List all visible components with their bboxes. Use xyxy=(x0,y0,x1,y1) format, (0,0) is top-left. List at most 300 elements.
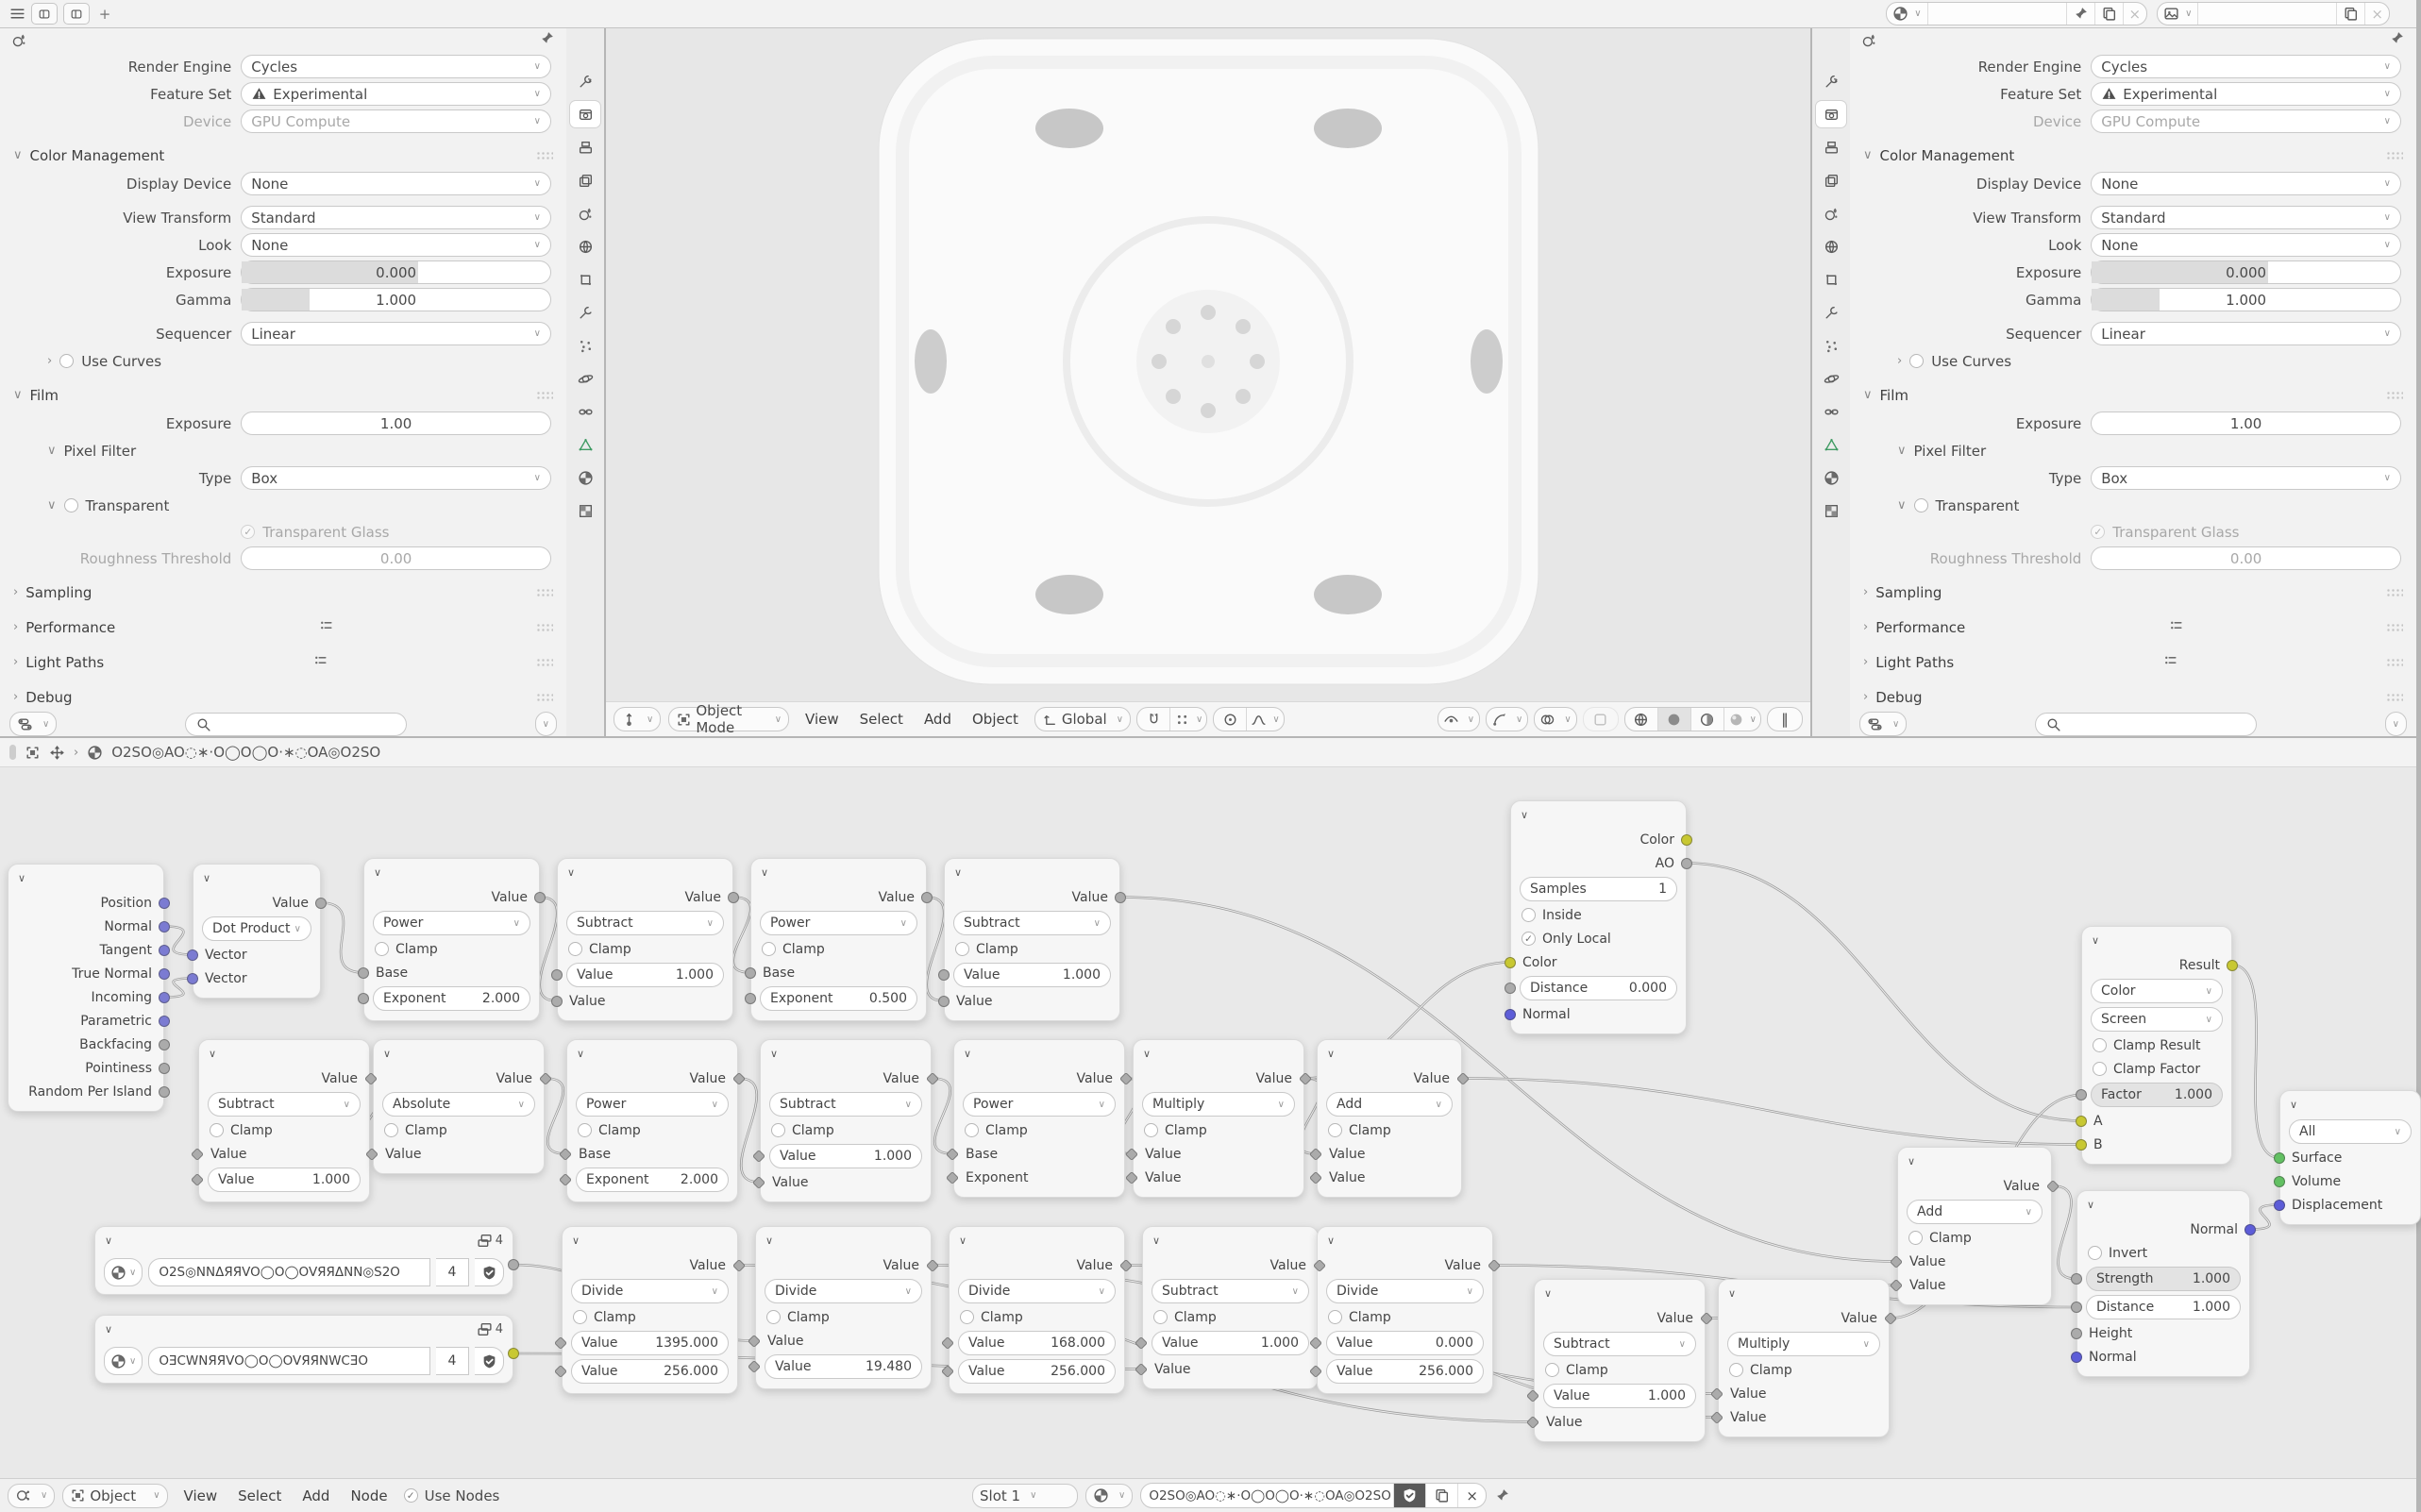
node-header[interactable] xyxy=(199,1040,369,1067)
output-socket[interactable] xyxy=(1700,1311,1713,1324)
copy-material-button[interactable] xyxy=(1426,1484,1458,1507)
subsection-transparent[interactable] xyxy=(0,492,566,519)
collapse-chevron-icon[interactable]: ∨ xyxy=(383,1047,392,1060)
node-n9[interactable] xyxy=(566,1039,738,1202)
checkbox-clamp[interactable] xyxy=(567,1118,737,1142)
preset-list-icon[interactable] xyxy=(2162,652,2178,672)
shading-rendered-button[interactable]: ∨ xyxy=(1724,708,1760,731)
number-field[interactable] xyxy=(1326,1359,1484,1384)
node-header[interactable] xyxy=(2082,927,2231,953)
operation-dropdown[interactable] xyxy=(958,1279,1116,1303)
tab-scene[interactable] xyxy=(570,200,600,227)
output-socket[interactable] xyxy=(926,1071,939,1084)
feature-set-dropdown[interactable] xyxy=(241,82,551,106)
node-header[interactable] xyxy=(1318,1040,1461,1067)
gamma-slider[interactable] xyxy=(241,288,551,311)
node-header[interactable] xyxy=(1143,1227,1318,1253)
output-socket[interactable] xyxy=(159,968,170,980)
node-header[interactable] xyxy=(761,1040,931,1067)
input-socket[interactable] xyxy=(1890,1254,1903,1268)
node-n6[interactable] xyxy=(944,858,1120,1021)
tab-material[interactable] xyxy=(570,464,600,491)
node-header[interactable] xyxy=(563,1227,737,1253)
number-field[interactable] xyxy=(769,1144,922,1168)
node-n25[interactable] xyxy=(2081,926,2232,1165)
panel-options-button[interactable] xyxy=(535,712,557,736)
preset-list-icon[interactable] xyxy=(2168,617,2184,637)
input-socket[interactable] xyxy=(187,949,198,961)
menu-object[interactable]: Object xyxy=(971,711,1018,728)
input-socket[interactable] xyxy=(1890,1278,1903,1291)
node-n2[interactable] xyxy=(193,864,321,999)
node-n4[interactable] xyxy=(557,858,733,1021)
operation-dropdown[interactable] xyxy=(2091,979,2223,1003)
checkbox-clamp[interactable] xyxy=(1134,1118,1303,1142)
orientation-dropdown[interactable]: Global ∨ xyxy=(1034,707,1131,731)
menu-view[interactable]: View xyxy=(183,1487,218,1504)
section-performance[interactable] xyxy=(1850,613,2416,642)
device-dropdown[interactable] xyxy=(241,109,551,133)
input-socket[interactable] xyxy=(2274,1176,2285,1187)
input-socket[interactable] xyxy=(1125,1170,1138,1184)
collapse-chevron-icon[interactable]: ∨ xyxy=(765,1234,774,1247)
exposure-slider[interactable] xyxy=(241,260,551,284)
checkbox-clamp[interactable] xyxy=(954,1118,1124,1142)
section-performance[interactable] xyxy=(0,613,566,642)
input-socket[interactable] xyxy=(1505,1009,1516,1020)
operation-dropdown[interactable] xyxy=(571,1279,729,1303)
preset-list-icon[interactable] xyxy=(318,617,334,637)
image-browse-button[interactable]: ∨ xyxy=(2158,3,2198,25)
input-socket[interactable] xyxy=(554,1336,567,1350)
checkbox-invert[interactable] xyxy=(2077,1241,2249,1265)
node-canvas[interactable] xyxy=(0,767,2416,1478)
collapse-chevron-icon[interactable]: ∨ xyxy=(1143,1047,1152,1060)
checkbox-clamp-result[interactable] xyxy=(2082,1033,2231,1057)
visibility-dropdown[interactable]: ∨ xyxy=(1437,707,1480,731)
checkbox-clamp[interactable] xyxy=(199,1118,369,1142)
section-color-management[interactable] xyxy=(1850,141,2416,170)
node-n8[interactable] xyxy=(373,1039,545,1174)
material-name-input[interactable] xyxy=(1934,5,2060,24)
search-input[interactable] xyxy=(2067,714,2246,733)
node-header[interactable] xyxy=(945,859,1119,885)
input-socket[interactable] xyxy=(2071,1273,2082,1285)
output-socket[interactable] xyxy=(1884,1311,1897,1324)
slot-dropdown[interactable]: Slot 1 ∨ xyxy=(972,1484,1078,1508)
input-socket[interactable] xyxy=(748,1360,761,1373)
output-socket[interactable] xyxy=(508,1348,519,1359)
exposure-slider[interactable] xyxy=(2091,260,2401,284)
look-dropdown[interactable] xyxy=(241,233,551,257)
tab-world[interactable] xyxy=(570,233,600,260)
tab-viewlayer[interactable] xyxy=(570,167,600,193)
node-n20[interactable] xyxy=(1142,1226,1319,1389)
input-socket[interactable] xyxy=(2274,1152,2285,1164)
node-n24[interactable] xyxy=(1897,1147,2052,1305)
section-film[interactable] xyxy=(0,380,566,410)
checkbox-icon[interactable] xyxy=(64,498,78,512)
node-n26[interactable] xyxy=(2076,1190,2250,1377)
checkbox-clamp[interactable] xyxy=(945,937,1119,961)
tab-texture[interactable] xyxy=(1816,497,1846,524)
output-socket[interactable] xyxy=(732,1258,746,1271)
subsection-use-curves[interactable] xyxy=(0,347,566,375)
input-socket[interactable] xyxy=(551,969,563,981)
unlink-material-button[interactable]: × xyxy=(2128,5,2142,23)
node-n21[interactable] xyxy=(1317,1226,1493,1394)
checkbox-transparent-glass[interactable] xyxy=(241,524,551,541)
input-socket[interactable] xyxy=(191,1147,204,1160)
number-field[interactable] xyxy=(1543,1384,1696,1408)
workspace-tab-2[interactable] xyxy=(63,3,90,25)
material-name-field[interactable]: O2SO◎AO◌∗·O◯O◯O·∗◌OA◎O2SO xyxy=(1141,1484,1394,1507)
checkbox-clamp[interactable] xyxy=(1318,1305,1492,1329)
node-n22[interactable] xyxy=(1534,1279,1706,1442)
gamma-slider[interactable] xyxy=(2091,288,2401,311)
tab-constraints[interactable] xyxy=(570,398,600,425)
node-header[interactable] xyxy=(567,1040,737,1067)
output-socket[interactable] xyxy=(1119,1258,1133,1271)
output-socket[interactable] xyxy=(1299,1071,1312,1084)
render-engine-dropdown[interactable] xyxy=(2091,55,2401,78)
tab-object[interactable] xyxy=(1816,266,1846,293)
operation-dropdown[interactable] xyxy=(953,911,1111,935)
operation-dropdown[interactable] xyxy=(1543,1332,1696,1356)
tab-constraints[interactable] xyxy=(1816,398,1846,425)
output-socket[interactable] xyxy=(926,1258,939,1271)
proportional-edit-button[interactable] xyxy=(1214,708,1247,731)
input-socket[interactable] xyxy=(938,969,950,981)
collapse-chevron-icon[interactable]: ∨ xyxy=(105,1234,113,1247)
shader-type-dropdown[interactable]: Object ∨ xyxy=(62,1484,167,1508)
output-socket[interactable] xyxy=(1119,1071,1133,1084)
number-field[interactable] xyxy=(760,986,917,1011)
checkbox-clamp[interactable] xyxy=(374,1118,544,1142)
input-socket[interactable] xyxy=(2076,1139,2087,1151)
pin-button[interactable] xyxy=(2389,30,2405,50)
preset-list-icon[interactable] xyxy=(312,652,328,672)
node-header[interactable] xyxy=(193,865,320,891)
collapse-chevron-icon[interactable]: ∨ xyxy=(761,865,769,879)
tab-world[interactable] xyxy=(1816,233,1846,260)
collapse-chevron-icon[interactable]: ∨ xyxy=(577,1047,585,1060)
checkbox-clamp[interactable] xyxy=(563,1305,737,1329)
render-engine-dropdown[interactable] xyxy=(241,55,551,78)
unlink-material-button[interactable]: × xyxy=(1466,1487,1478,1504)
operation-dropdown[interactable] xyxy=(1907,1200,2043,1224)
roughness-threshold-field[interactable] xyxy=(2091,546,2401,570)
collapse-chevron-icon[interactable]: ∨ xyxy=(2290,1098,2298,1111)
tab-data[interactable] xyxy=(570,431,600,458)
panel-options-button[interactable] xyxy=(2385,712,2407,736)
operation-dropdown[interactable] xyxy=(765,1279,922,1303)
output-socket[interactable] xyxy=(159,1016,170,1027)
collapse-chevron-icon[interactable]: ∨ xyxy=(2087,1198,2095,1211)
number-field[interactable] xyxy=(1152,1331,1309,1355)
input-socket[interactable] xyxy=(2274,1200,2285,1211)
copy-image-button[interactable] xyxy=(2337,3,2365,25)
number-field[interactable] xyxy=(958,1359,1116,1384)
collapse-chevron-icon[interactable]: ∨ xyxy=(1327,1234,1336,1247)
node-n17[interactable] xyxy=(562,1226,738,1394)
node-n13[interactable] xyxy=(1317,1039,1462,1198)
image-name-input[interactable] xyxy=(2204,5,2330,24)
snap-target-dropdown[interactable]: ∨ xyxy=(1170,708,1206,731)
output-socket[interactable] xyxy=(159,1063,170,1074)
node-n18[interactable] xyxy=(755,1226,932,1389)
image-name-field[interactable]: O2S◎NNΔЯЯVO◯O◯OVЯЯΔNN◎S2O xyxy=(148,1258,430,1286)
subsection-use-curves[interactable] xyxy=(1850,347,2416,375)
input-socket[interactable] xyxy=(559,1173,572,1186)
operation-dropdown[interactable] xyxy=(1727,1332,1880,1356)
node-n15[interactable] xyxy=(94,1226,513,1295)
sequencer-dropdown[interactable] xyxy=(241,322,551,345)
operation-dropdown[interactable] xyxy=(1142,1092,1295,1117)
number-field[interactable] xyxy=(566,963,724,987)
view-transform-dropdown[interactable] xyxy=(2091,206,2401,229)
collapse-chevron-icon[interactable]: ∨ xyxy=(1544,1286,1553,1300)
unlink-image-button[interactable]: × xyxy=(2371,5,2383,23)
collapse-chevron-icon[interactable]: ∨ xyxy=(374,865,382,879)
input-socket[interactable] xyxy=(752,1175,765,1188)
collapse-chevron-icon[interactable]: ∨ xyxy=(209,1047,217,1060)
output-socket[interactable] xyxy=(1488,1258,1501,1271)
node-n5[interactable] xyxy=(750,858,927,1021)
node-header[interactable] xyxy=(364,859,539,885)
type-dropdown[interactable] xyxy=(241,466,551,490)
collapse-chevron-icon[interactable]: ∨ xyxy=(18,871,26,884)
tab-tool[interactable] xyxy=(570,68,600,94)
input-socket[interactable] xyxy=(2071,1352,2082,1363)
tab-render[interactable] xyxy=(1816,101,1846,127)
input-socket[interactable] xyxy=(1135,1362,1148,1375)
node-n1[interactable] xyxy=(8,864,164,1112)
checkbox-clamp-factor[interactable] xyxy=(2082,1057,2231,1081)
input-socket[interactable] xyxy=(752,1150,765,1163)
input-socket[interactable] xyxy=(745,967,756,979)
node-header[interactable] xyxy=(8,865,163,891)
node-n23[interactable] xyxy=(1718,1279,1890,1437)
checkbox-inside[interactable] xyxy=(1511,903,1686,927)
browse-material-button[interactable]: ∨ xyxy=(1085,1484,1133,1508)
input-socket[interactable] xyxy=(2076,1089,2087,1100)
input-socket[interactable] xyxy=(1309,1170,1322,1184)
operation-dropdown[interactable] xyxy=(382,1092,535,1117)
checkbox-clamp[interactable] xyxy=(1898,1226,2051,1250)
checkbox-clamp[interactable] xyxy=(1318,1118,1461,1142)
collapse-chevron-icon[interactable]: ∨ xyxy=(1327,1047,1336,1060)
operation-dropdown[interactable] xyxy=(1326,1279,1484,1303)
browse-image-button[interactable] xyxy=(104,1347,143,1375)
collapse-chevron-icon[interactable]: ∨ xyxy=(964,1047,972,1060)
tab-tool[interactable] xyxy=(1816,68,1846,94)
output-socket[interactable] xyxy=(2046,1179,2060,1192)
collapse-chevron-icon[interactable]: ∨ xyxy=(959,1234,967,1247)
collapse-chevron-icon[interactable]: ∨ xyxy=(1521,808,1529,821)
input-socket[interactable] xyxy=(191,1173,204,1186)
input-socket[interactable] xyxy=(1505,957,1516,968)
output-socket[interactable] xyxy=(728,892,739,903)
input-socket[interactable] xyxy=(358,993,369,1004)
number-field[interactable] xyxy=(571,1359,729,1384)
input-socket[interactable] xyxy=(187,973,198,984)
output-socket[interactable] xyxy=(921,892,933,903)
input-socket[interactable] xyxy=(946,1170,959,1184)
tab-texture[interactable] xyxy=(570,497,600,524)
exposure-field[interactable] xyxy=(2091,412,2401,435)
menu-node[interactable]: Node xyxy=(350,1487,388,1504)
output-socket[interactable] xyxy=(534,892,546,903)
collapse-chevron-icon[interactable]: ∨ xyxy=(2092,933,2100,947)
feature-set-dropdown[interactable] xyxy=(2091,82,2401,106)
material-browse-button[interactable]: ∨ xyxy=(1887,3,1927,25)
checkbox-clamp[interactable] xyxy=(1143,1305,1318,1329)
output-socket[interactable] xyxy=(159,921,170,932)
use-nodes-checkbox[interactable] xyxy=(404,1487,500,1504)
area-grip-handle[interactable] xyxy=(9,745,16,760)
section-color-management[interactable] xyxy=(0,141,566,170)
pin-button[interactable] xyxy=(539,30,555,50)
number-field[interactable] xyxy=(373,986,530,1011)
node-header[interactable] xyxy=(95,1227,513,1253)
tab-output[interactable] xyxy=(1816,134,1846,160)
tab-particles[interactable] xyxy=(1816,332,1846,359)
section-sampling[interactable] xyxy=(1850,578,2416,607)
image-name-field[interactable]: OƎCWNЯЯVO◯O◯OVЯЯNWCƎO xyxy=(148,1347,430,1375)
editor-type-button[interactable]: ∨ xyxy=(8,1484,55,1508)
tab-viewlayer[interactable] xyxy=(1816,167,1846,193)
input-socket[interactable] xyxy=(551,996,563,1007)
pin-icon[interactable] xyxy=(1494,1487,1510,1504)
node-n10[interactable] xyxy=(760,1039,932,1202)
menu-select[interactable]: Select xyxy=(859,711,903,728)
menu-select[interactable]: Select xyxy=(238,1487,282,1504)
shading-wireframe-button[interactable] xyxy=(1625,708,1658,731)
node-n16[interactable] xyxy=(94,1315,513,1384)
roughness-threshold-field[interactable] xyxy=(241,546,551,570)
type-dropdown[interactable] xyxy=(2091,466,2401,490)
section-debug[interactable] xyxy=(1850,682,2416,712)
node-header[interactable] xyxy=(1318,1227,1492,1253)
viewport-3d[interactable] xyxy=(606,28,1810,736)
output-socket[interactable] xyxy=(539,1071,552,1084)
tab-output[interactable] xyxy=(570,134,600,160)
fake-user-button[interactable] xyxy=(1394,1484,1426,1507)
tab-modifiers[interactable] xyxy=(570,299,600,326)
output-socket[interactable] xyxy=(159,945,170,956)
sequencer-dropdown[interactable] xyxy=(2091,322,2401,345)
checkbox-clamp[interactable] xyxy=(364,937,539,961)
input-socket[interactable] xyxy=(554,1365,567,1378)
node-header[interactable] xyxy=(1511,801,1686,828)
fake-user-button[interactable] xyxy=(475,1258,504,1286)
number-field[interactable] xyxy=(1520,877,1677,901)
operation-dropdown[interactable] xyxy=(2091,1007,2223,1032)
snap-toggle-button[interactable] xyxy=(1137,708,1170,731)
node-header[interactable] xyxy=(1535,1280,1705,1306)
device-dropdown[interactable] xyxy=(2091,109,2401,133)
output-socket[interactable] xyxy=(1681,858,1692,869)
input-socket[interactable] xyxy=(748,1334,761,1347)
tab-particles[interactable] xyxy=(570,332,600,359)
number-field[interactable] xyxy=(208,1168,361,1192)
overlays-dropdown[interactable]: ∨ xyxy=(1534,707,1576,731)
operation-dropdown[interactable] xyxy=(769,1092,922,1117)
menu-add[interactable]: Add xyxy=(923,711,951,728)
operation-dropdown[interactable] xyxy=(963,1092,1116,1117)
operation-dropdown[interactable] xyxy=(373,911,530,935)
exposure-field[interactable] xyxy=(241,412,551,435)
input-socket[interactable] xyxy=(1505,983,1516,994)
display-device-dropdown[interactable] xyxy=(2091,172,2401,195)
number-field[interactable] xyxy=(571,1331,729,1355)
input-socket[interactable] xyxy=(2076,1116,2087,1127)
checkbox-clamp[interactable] xyxy=(756,1305,931,1329)
checkbox-clamp[interactable] xyxy=(1535,1358,1705,1382)
number-field[interactable] xyxy=(953,963,1111,987)
app-menu-icon[interactable] xyxy=(9,6,25,22)
tab-object[interactable] xyxy=(570,266,600,293)
checkbox-clamp[interactable] xyxy=(558,937,732,961)
node-n7[interactable] xyxy=(198,1039,370,1202)
search-input[interactable] xyxy=(217,714,396,733)
operation-dropdown[interactable] xyxy=(760,911,917,935)
number-field[interactable] xyxy=(1326,1331,1484,1355)
operation-dropdown[interactable] xyxy=(1326,1092,1453,1117)
input-socket[interactable] xyxy=(358,967,369,979)
output-socket[interactable] xyxy=(732,1071,746,1084)
collapse-chevron-icon[interactable]: ∨ xyxy=(1728,1286,1737,1300)
input-socket[interactable] xyxy=(559,1147,572,1160)
filter-button[interactable] xyxy=(1859,712,1907,736)
section-debug[interactable] xyxy=(0,682,566,712)
pin-button[interactable] xyxy=(2067,3,2095,25)
section-sampling[interactable] xyxy=(0,578,566,607)
fractal-cube-object[interactable] xyxy=(876,36,1541,687)
node-header[interactable] xyxy=(2280,1091,2420,1117)
number-field[interactable] xyxy=(958,1331,1116,1355)
output-socket[interactable] xyxy=(159,1039,170,1050)
input-socket[interactable] xyxy=(1125,1147,1138,1160)
output-socket[interactable] xyxy=(1681,834,1692,846)
shading-material-button[interactable] xyxy=(1691,708,1724,731)
operation-dropdown[interactable] xyxy=(2289,1119,2412,1144)
input-socket[interactable] xyxy=(1309,1147,1322,1160)
checkbox-icon[interactable] xyxy=(1909,354,1924,368)
number-field[interactable] xyxy=(765,1354,922,1379)
tab-physics[interactable] xyxy=(1816,365,1846,392)
node-header[interactable] xyxy=(1134,1040,1303,1067)
collapse-chevron-icon[interactable]: ∨ xyxy=(1152,1234,1161,1247)
node-n11[interactable] xyxy=(953,1039,1125,1198)
fake-user-button[interactable] xyxy=(475,1347,504,1375)
output-socket[interactable] xyxy=(2227,960,2238,971)
pause-render-button[interactable]: ‖ xyxy=(1767,707,1803,731)
checkbox-transparent-glass[interactable] xyxy=(2091,524,2401,541)
output-socket[interactable] xyxy=(159,898,170,909)
number-field[interactable] xyxy=(2086,1295,2241,1319)
operation-dropdown[interactable] xyxy=(566,911,724,935)
xray-toggle-button[interactable] xyxy=(1583,707,1619,731)
node-n12[interactable] xyxy=(1133,1039,1304,1198)
tab-scene[interactable] xyxy=(1816,200,1846,227)
checkbox-clamp[interactable] xyxy=(761,1118,931,1142)
output-socket[interactable] xyxy=(159,992,170,1003)
node-header[interactable] xyxy=(95,1316,513,1342)
number-field[interactable] xyxy=(2091,1083,2223,1107)
input-socket[interactable] xyxy=(1135,1336,1148,1350)
